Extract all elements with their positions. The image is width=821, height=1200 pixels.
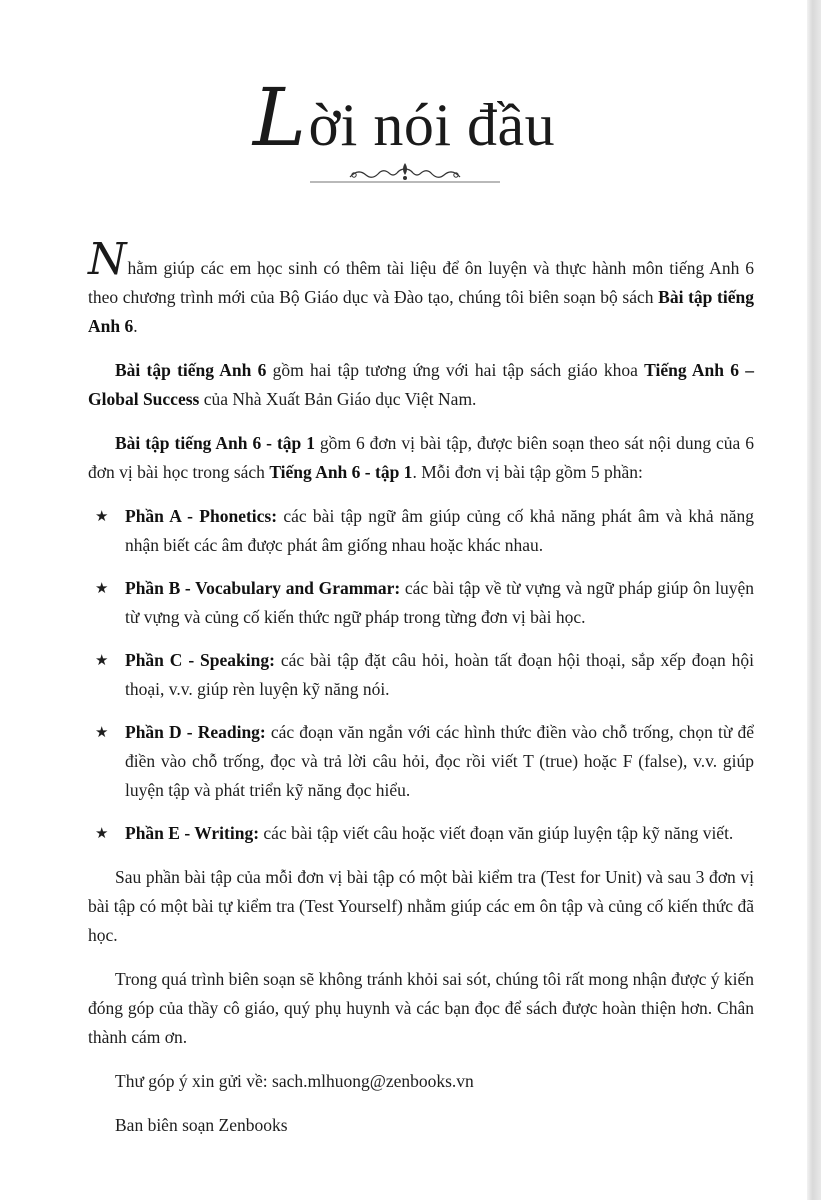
contact-line: Thư góp ý xin gửi về: sach.mlhuong@zenbooks.vn — [115, 1071, 474, 1091]
book-title: Bài tập tiếng Anh 6 — [88, 287, 754, 336]
star-icon: ★ — [95, 824, 109, 842]
intro-text: hằm giúp các em học sinh có thêm tài liệu để ôn luyện và thực hành môn tiếng Anh 6 theo chương trình mới của Bộ Giáo dục và Đào tạo, chúng tôi biên soạn bộ sách — [88, 258, 754, 307]
list-item — [88, 646, 754, 704]
page-edge-shadow — [807, 0, 821, 1200]
star-icon: ★ — [95, 723, 109, 741]
volume-title: Bài tập tiếng Anh 6 - tập 1 — [115, 433, 315, 453]
section-text: các đoạn văn ngắn với các hình thức điền vào chỗ trống, chọn từ để điền vào chỗ trống, đọc và trả lời câu hỏi, đọc rồi viết T (true) hoặc F (false), v.v. giúp luyện tập và phát triển kỹ năng đọc hiểu. — [125, 722, 755, 800]
paragraph-text: của Nhà Xuất Bản Giáo dục Việt Nam. — [199, 389, 477, 409]
tests-paragraph: Sau phần bài tập của mỗi đơn vị bài tập có một bài kiểm tra (Test for Unit) và sau 3 đơn vị bài tập có một bài tự kiểm tra (Test Yourself) nhằm giúp các em ôn tập và củng cố kiến thức đã học. — [88, 867, 754, 945]
section-list — [88, 502, 754, 848]
paragraph-text: . Mỗi đơn vị bài tập gồm 5 phần: — [412, 462, 643, 482]
star-icon: ★ — [95, 651, 109, 669]
intro-end: . — [133, 316, 138, 336]
section-label: Phần B - Vocabulary and Grammar: — [125, 578, 401, 598]
volumes-paragraph — [88, 356, 754, 414]
section-label: Phần D - Reading: — [125, 722, 266, 742]
list-item — [88, 819, 754, 848]
feedback-paragraph: Trong quá trình biên soạn sẽ không tránh khỏi sai sót, chúng tôi rất mong nhận được ý kiến đóng góp của thầy cô giáo, quý phụ huynh và các bạn đọc để sách được hoàn thiện hơn. Chân thành cám ơn. — [88, 969, 754, 1047]
section-text: các bài tập đặt câu hỏi, hoàn tất đoạn hội thoại, sắp xếp đoạn hội thoại, v.v. giúp rèn luyện kỹ năng nói. — [125, 650, 754, 699]
list-item — [88, 718, 754, 805]
page-title — [0, 71, 808, 165]
section-label: Phần A - Phonetics: — [125, 506, 278, 526]
paragraph-text: gồm 6 đơn vị bài tập, được biên soạn theo sát nội dung của 6 đơn vị bài học trong sách — [88, 433, 755, 482]
title-rest: ời nói đầu — [308, 92, 556, 158]
title-initial: L — [252, 71, 307, 164]
paragraph-text: gồm hai tập tương ứng với hai tập sách giáo khoa — [266, 360, 645, 380]
section-label: Phần C - Speaking: — [125, 650, 275, 670]
section-text: các bài tập viết câu hoặc viết đoạn văn giúp luyện tập kỹ năng viết. — [259, 823, 734, 843]
book-title: Bài tập tiếng Anh 6 — [115, 360, 267, 380]
star-icon: ★ — [95, 579, 109, 597]
section-text: các bài tập về từ vựng và ngữ pháp giúp ôn luyện từ vựng và củng cố kiến thức ngữ pháp trong từng đơn vị bài học. — [125, 578, 755, 627]
drop-cap: N — [88, 234, 127, 285]
list-item — [88, 502, 754, 560]
title-ornament-icon — [310, 160, 500, 188]
section-label: Phần E - Writing: — [125, 823, 260, 843]
preface-body — [88, 234, 755, 1155]
intro-paragraph — [88, 234, 754, 341]
signature: Ban biên soạn Zenbooks — [115, 1115, 288, 1135]
section-text: các bài tập ngữ âm giúp củng cố khả năng phát âm và khả năng nhận biết các âm được phát âm giống nhau hoặc khác nhau. — [125, 506, 754, 555]
textbook-title: Tiếng Anh 6 – Global Success — [88, 360, 754, 409]
textbook-volume-title: Tiếng Anh 6 - tập 1 — [269, 462, 413, 482]
star-icon: ★ — [95, 507, 109, 525]
structure-paragraph — [88, 429, 754, 487]
list-item — [88, 574, 754, 632]
